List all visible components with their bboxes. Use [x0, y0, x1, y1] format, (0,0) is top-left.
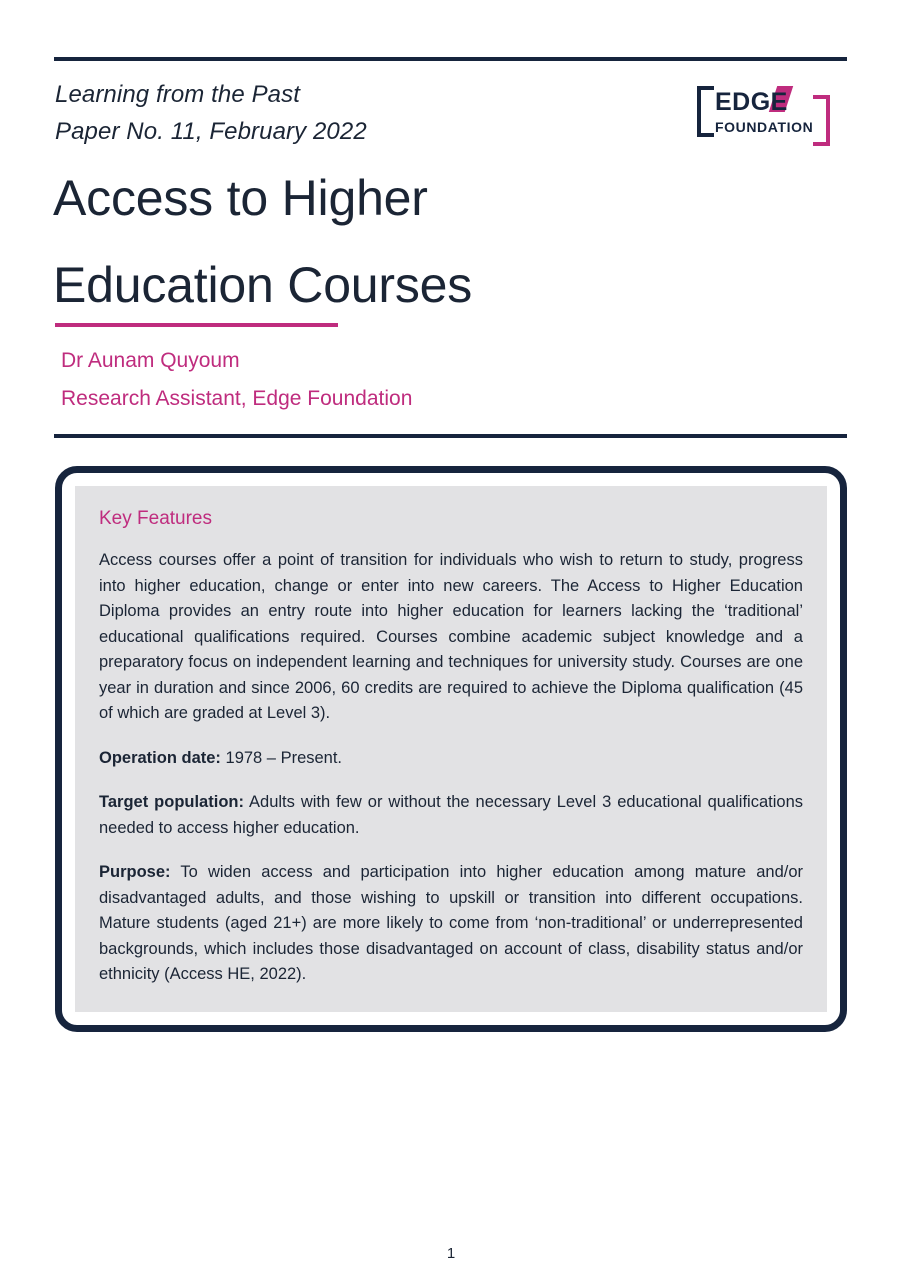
key-features-content — [75, 486, 827, 1012]
logo-edge-text: EDGE — [715, 88, 788, 116]
series-title: Learning from the Past — [55, 81, 301, 108]
title-underline — [55, 323, 338, 327]
paper-number-date: Paper No. 11, February 2022 — [55, 118, 367, 145]
purpose-label: Purpose: — [99, 863, 171, 881]
header-top-divider — [54, 57, 847, 61]
purpose-paragraph — [99, 860, 803, 988]
page-number: 1 — [446, 1245, 456, 1262]
purpose-value: To widen access and participation into higher education among mature and/or disadvantaged adults, and those wishing to upskill or transition into different occupations. Mature students (aged 21+) are more likely to come from ‘non-traditional’ or underrepresented backgrounds, which includes those disadvantaged on account of class, disability status and/or ethnicity (Access HE, 2022). — [99, 863, 803, 983]
target-population-value: Adults with few or without the necessary Level 3 educational qualifications needed to access higher education. — [99, 793, 803, 837]
author-role: Research Assistant, Edge Foundation — [61, 387, 413, 410]
edge-foundation-logo — [697, 86, 830, 148]
key-features-box — [55, 466, 847, 1032]
operation-date-value: 1978 – Present. — [220, 748, 343, 767]
target-population-paragraph — [99, 790, 803, 841]
logo-left-bracket-icon — [697, 86, 714, 137]
key-features-heading: Key Features — [99, 508, 212, 529]
operation-date-paragraph — [99, 746, 803, 772]
header-bottom-divider — [54, 434, 847, 438]
key-features-intro-paragraph: Access courses offer a point of transition for individuals who wish to return to study, progress into higher education, change or enter into new careers. The Access to Higher Education Diploma provides an entry route into higher education for learners lacking the ‘traditional’ educational qualifications required. Courses combine academic subject knowledge and a preparatory focus on independent learning and techniques for university study. Courses are one year in duration and since 2006, 60 credits are required to achieve the Diploma qualification (45 of which are graded at Level 3). — [99, 551, 803, 722]
operation-date-label: Operation date: — [99, 748, 221, 767]
logo-right-bracket-icon — [813, 95, 830, 146]
page-title: Access to Higher Education Courses — [53, 170, 473, 313]
logo-foundation-text: FOUNDATION — [715, 119, 814, 135]
author-name: Dr Aunam Quyoum — [61, 349, 240, 372]
target-population-label: Target population: — [99, 793, 244, 811]
